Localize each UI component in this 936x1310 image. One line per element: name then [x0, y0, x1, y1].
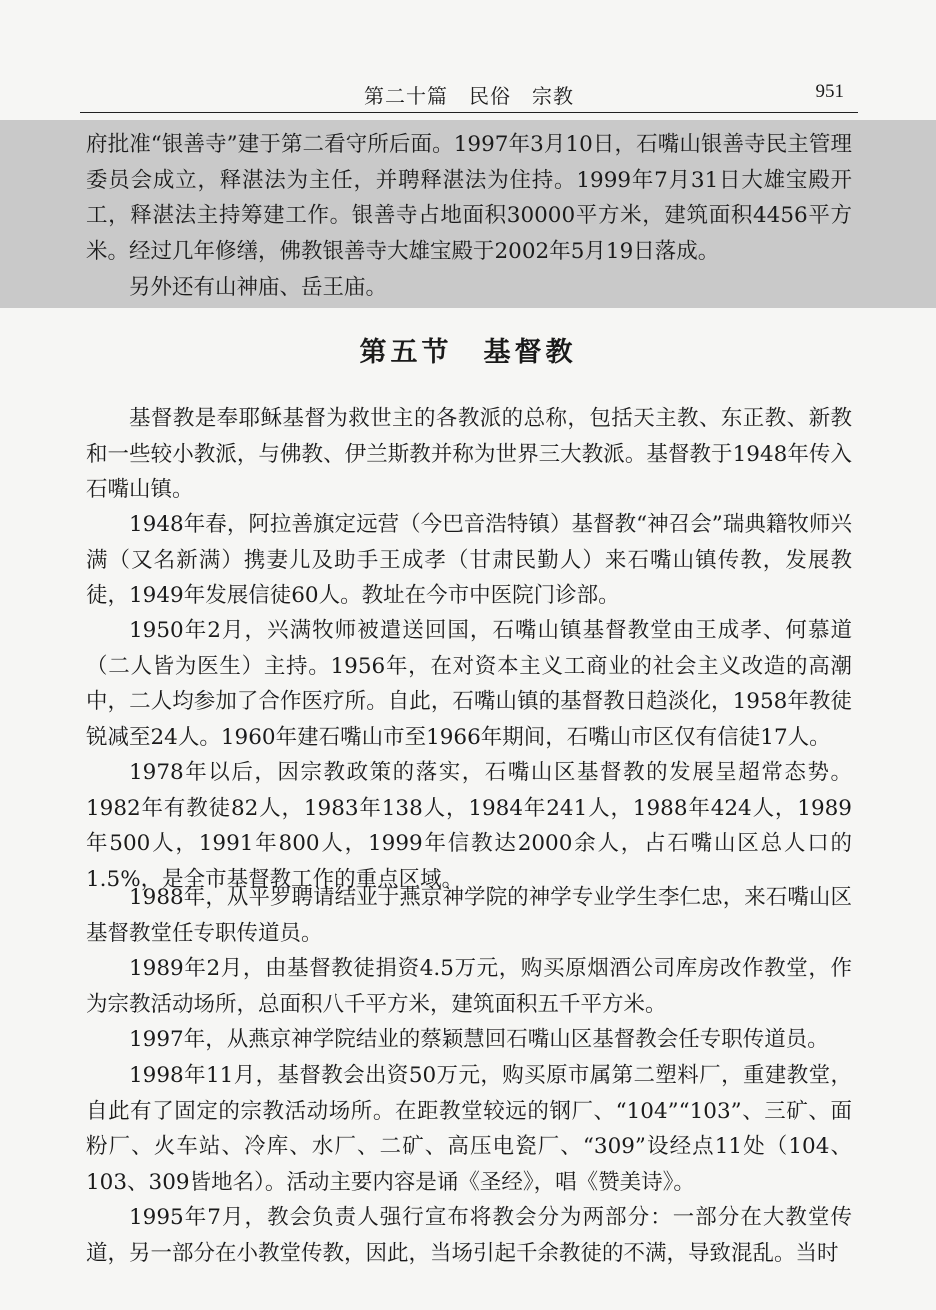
running-header — [80, 78, 858, 113]
paragraph-other-temples: 另外还有山神庙、岳王庙。 — [129, 275, 388, 300]
paragraph-1995: 1995年7月，教会负责人强行宣布将教会分为两部分：一部分在大教堂传道，另一部分在小教堂传教，因此，当场引起千余教徒的不满，导致混乱。当时 — [86, 1205, 852, 1266]
chapter-title: 第二十篇 民俗 宗教 — [364, 84, 574, 108]
paragraph-1989: 1989年2月，由基督教徒捐资4.5万元，购买原烟酒公司库房改作教堂，作为宗教活动场所，总面积八千平方米，建筑面积五千平方米。 — [86, 956, 852, 1017]
paragraph-1948: 1948年春，阿拉善旗定远营（今巴音浩特镇）基督教“神召会”瑞典籍牧师兴满（又名新满）携妻儿及助手王成孝（甘肃民勤人）来石嘴山镇传教，发展教徒，1949年发展信徒60人。教址在今市中医院门诊部。 — [86, 512, 852, 609]
section-title: 第五节 基督教 — [359, 337, 577, 368]
paragraph-1998: 1998年11月，基督教会出资50万元，购买原市属第二塑料厂，重建教堂，自此有了固定的宗教活动场所。在距教堂较远的钢厂、“104”“103”、三矿、面粉厂、火车站、冷库、水厂、二矿、高压电瓷厂、“309”设经点11处（104、103、309皆地名）。活动主要内容是诵《圣经》，唱《赞美诗》。 — [86, 1063, 852, 1195]
paragraph-1997: 1997年，从燕京神学院结业的蔡颖慧回石嘴山区基督教会任专职传道员。 — [129, 1027, 829, 1052]
paragraph-1978: 1978年以后，因宗教政策的落实，石嘴山区基督教的发展呈超常态势。1982年有教徒82人，1983年138人，1984年241人，1988年424人，1989年500人，1991年800人，1999年信教达2000余人，占石嘴山区总人口的1.5%，是全市基督教工作的重点区域。 — [86, 760, 852, 892]
paragraph-1988: 1988年，从平罗聘请结业于燕京神学院的神学专业学生李仁忠，来石嘴山区基督教堂任专职传道员。 — [86, 885, 852, 946]
page-number: 951 — [815, 81, 844, 102]
paragraph-1950: 1950年2月，兴满牧师被遣送回国，石嘴山镇基督教堂由王成孝、何慕道（二人皆为医生）主持。1956年，在对资本主义工商业的社会主义改造的高潮中，二人均参加了合作医疗所。自此，石嘴山镇的基督教日趋淡化，1958年教徒锐减至24人。1960年建石嘴山市至1966年期间，石嘴山市区仅有信徒17人。 — [86, 618, 852, 750]
paragraph-intro: 基督教是奉耶稣基督为救世主的各教派的总称，包括天主教、东正教、新教和一些较小教派，与佛教、伊兰斯教并称为世界三大教派。基督教于1948年传入石嘴山镇。 — [86, 406, 852, 503]
paragraph-yinshan-temple: 府批准“银善寺”建于第二看守所后面。1997年3月10日，石嘴山银善寺民主管理委员会成立，释湛法为主任，并聘释湛法为住持。1999年7月31日大雄宝殿开工，释湛法主持筹建工作。银善寺占地面积30000平方米，建筑面积4456平方米。经过几年修缮，佛教银善寺大雄宝殿于2002年5月19日落成。 — [86, 132, 852, 264]
